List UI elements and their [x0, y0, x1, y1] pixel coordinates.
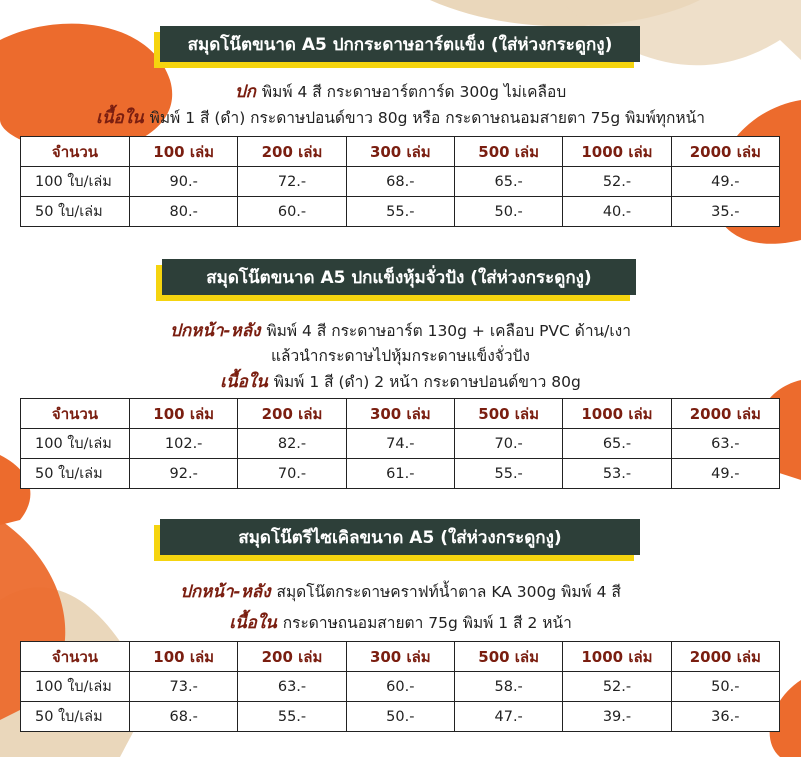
price-cell: 36.- [671, 702, 779, 732]
table-row [21, 167, 780, 197]
row-label: 50 ใบ/เล่ม [21, 702, 130, 732]
row-label: 100 ใบ/เล่ม [21, 672, 130, 702]
section-3-price-table [20, 641, 780, 732]
table-row [21, 197, 780, 227]
section-2-line-1 [0, 317, 801, 344]
header-cell: จำนวน [21, 642, 130, 672]
section-3-line-2 [0, 609, 801, 636]
header-cell: 2000 เล่ม [671, 642, 779, 672]
price-cell: 65.- [454, 167, 562, 197]
price-cell: 80.- [130, 197, 238, 227]
table-header-row [21, 137, 780, 167]
price-cell: 53.- [563, 459, 671, 489]
price-cell: 90.- [130, 167, 238, 197]
header-cell: 300 เล่ม [346, 642, 454, 672]
section-2-line-2-text: แล้วนำกระดาษไปหุ้มกระดาษแข็งจั่วปัง [271, 347, 530, 365]
price-cell: 63.- [238, 672, 346, 702]
section-2-title: สมุดโน๊ตขนาด A5 ปกแข็งหุ้มจั่วปัง (ใส่ห่วงกระดูกงู) [162, 259, 636, 295]
section-3-title: สมุดโน๊ตรีไซเคิลขนาด A5 (ใส่ห่วงกระดูกงู) [160, 519, 640, 555]
row-label: 100 ใบ/เล่ม [21, 429, 130, 459]
header-cell: 200 เล่ม [238, 642, 346, 672]
header-cell: 200 เล่ม [238, 399, 346, 429]
header-cell: จำนวน [21, 137, 130, 167]
price-cell: 63.- [671, 429, 779, 459]
price-cell: 68.- [130, 702, 238, 732]
price-cell: 40.- [563, 197, 671, 227]
section-1-line-2-text: พิมพ์ 1 สี (ดำ) กระดาษปอนด์ขาว 80g หรือ กระดาษถนอมสายตา 75g พิมพ์ทุกหน้า [149, 109, 705, 127]
table-header-row [21, 642, 780, 672]
section-2-line-1-label: ปกหน้า-หลัง [170, 321, 261, 341]
price-cell: 102.- [130, 429, 238, 459]
header-cell: 300 เล่ม [346, 137, 454, 167]
section-1-banner [160, 26, 640, 62]
price-cell: 65.- [563, 429, 671, 459]
price-cell: 55.- [454, 459, 562, 489]
price-cell: 49.- [671, 459, 779, 489]
price-cell: 70.- [238, 459, 346, 489]
price-cell: 60.- [346, 672, 454, 702]
header-cell: 200 เล่ม [238, 137, 346, 167]
price-cell: 39.- [563, 702, 671, 732]
header-cell: 500 เล่ม [454, 137, 562, 167]
price-cell: 68.- [346, 167, 454, 197]
table-row [21, 672, 780, 702]
section-1-line-2-label: เนื้อใน [96, 108, 144, 128]
price-cell: 61.- [346, 459, 454, 489]
section-3-line-2-label: เนื้อใน [229, 613, 277, 633]
price-cell: 50.- [346, 702, 454, 732]
price-cell: 50.- [671, 672, 779, 702]
price-cell: 72.- [238, 167, 346, 197]
header-cell: 1000 เล่ม [563, 642, 671, 672]
header-cell: 100 เล่ม [130, 399, 238, 429]
price-cell: 49.- [671, 167, 779, 197]
header-cell: 300 เล่ม [346, 399, 454, 429]
section-2-line-3-text: พิมพ์ 1 สี (ดำ) 2 หน้า กระดาษปอนด์ขาว 80g [273, 373, 581, 391]
section-2-line-3-label: เนื้อใน [220, 372, 268, 392]
header-cell: 500 เล่ม [454, 642, 562, 672]
table-header-row [21, 399, 780, 429]
price-cell: 52.- [563, 167, 671, 197]
section-3-line-1 [0, 578, 801, 605]
header-cell: 2000 เล่ม [671, 399, 779, 429]
section-3-line-2-text: กระดาษถนอมสายตา 75g พิมพ์ 1 สี 2 หน้า [282, 614, 572, 632]
section-2-line-3 [0, 368, 801, 395]
section-3-banner [160, 519, 640, 555]
price-cell: 74.- [346, 429, 454, 459]
section-2-price-table [20, 398, 780, 489]
price-cell: 55.- [346, 197, 454, 227]
section-1-line-1-text: พิมพ์ 4 สี กระดาษอาร์ตการ์ด 300g ไม่เคลือบ [261, 83, 567, 101]
row-label: 50 ใบ/เล่ม [21, 459, 130, 489]
section-2-line-1-text: พิมพ์ 4 สี กระดาษอาร์ต 130g + เคลือบ PVC ด้าน/เงา [266, 322, 631, 340]
table-row [21, 702, 780, 732]
table-row [21, 459, 780, 489]
section-1-title: สมุดโน๊ตขนาด A5 ปกกระดาษอาร์ตแข็ง (ใส่ห่วงกระดูกงู) [160, 26, 640, 62]
row-label: 50 ใบ/เล่ม [21, 197, 130, 227]
price-cell: 82.- [238, 429, 346, 459]
price-cell: 35.- [671, 197, 779, 227]
price-cell: 50.- [454, 197, 562, 227]
header-cell: 1000 เล่ม [563, 137, 671, 167]
price-cell: 58.- [454, 672, 562, 702]
price-cell: 92.- [130, 459, 238, 489]
price-cell: 73.- [130, 672, 238, 702]
header-cell: 100 เล่ม [130, 642, 238, 672]
header-cell: จำนวน [21, 399, 130, 429]
header-cell: 2000 เล่ม [671, 137, 779, 167]
section-1-price-table [20, 136, 780, 227]
section-2-line-2 [0, 343, 801, 368]
table-row [21, 429, 780, 459]
section-1-line-1-label: ปก [234, 82, 256, 102]
row-label: 100 ใบ/เล่ม [21, 167, 130, 197]
header-cell: 500 เล่ม [454, 399, 562, 429]
section-1-line-1 [0, 78, 801, 105]
section-3-line-1-text: สมุดโน๊ตกระดาษคราฟท์น้ำตาล KA 300g พิมพ์ 4 สี [276, 583, 621, 601]
price-cell: 60.- [238, 197, 346, 227]
price-cell: 55.- [238, 702, 346, 732]
section-1-line-2 [0, 104, 801, 131]
section-2-banner [162, 259, 636, 295]
price-cell: 70.- [454, 429, 562, 459]
header-cell: 100 เล่ม [130, 137, 238, 167]
header-cell: 1000 เล่ม [563, 399, 671, 429]
price-cell: 52.- [563, 672, 671, 702]
section-3-line-1-label: ปกหน้า-หลัง [180, 582, 271, 602]
price-cell: 47.- [454, 702, 562, 732]
